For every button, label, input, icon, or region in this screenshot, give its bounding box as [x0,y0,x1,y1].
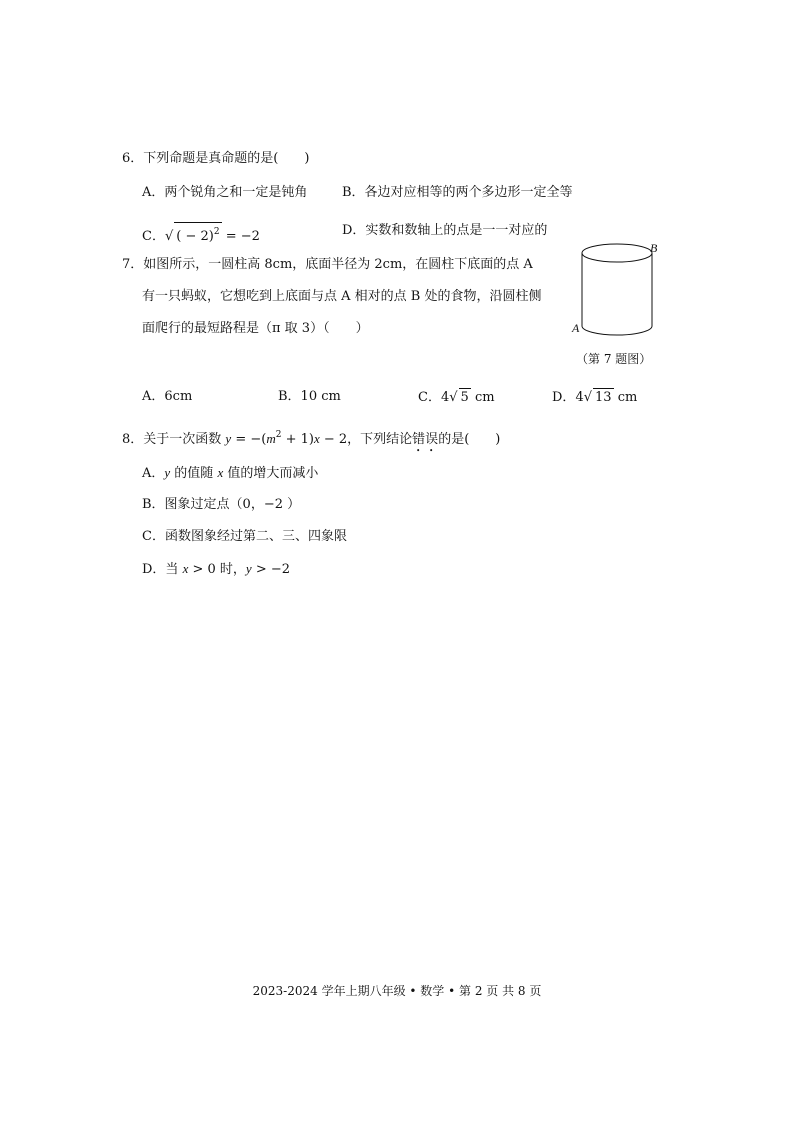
q8-option-a-prefix: A． [142,466,165,481]
q7-option-c [418,388,495,407]
q8-option-c: C．函数图象经过第二、三、四象限 [142,529,347,544]
q8-stem-emphasis: 错误 [412,432,439,447]
point-b-label: B [650,241,658,255]
q8-option-d-res: > −2 [251,562,291,577]
q8-formula-x: x [313,431,320,446]
q8-option-a-end: 值的增大而减小 [223,466,319,481]
sqrt-symbol: √ 5 [449,390,469,405]
q8-formula-exp: 2 [275,430,282,440]
sqrt-symbol: √ 13 [583,390,612,405]
q8-option-d [142,560,290,579]
q6-option-c-exponent: 2 [213,227,220,237]
q8-formula-end: − 2 [319,432,348,447]
q7-option-d [552,388,637,407]
q7-stem-line1: 7．如图所示，一圆柱高 8cm，底面半径为 2cm，在圆柱下底面的点 A [122,257,533,272]
q8-option-d-prefix: D．当 [142,562,183,577]
q7-option-c-prefix: C． [418,390,441,405]
q8-option-d-var-x: x [182,561,189,576]
q7-option-d-prefix: D． [552,390,576,405]
q8-formula-mid: + 1) [281,432,314,447]
page-footer: 2023-2024 学年上期八年级 • 数学 • 第 2 页 共 8 页 [252,984,542,998]
q7-option-c-unit: cm [470,390,495,405]
q7-option-c-radicand: 5 [460,390,469,405]
q7-option-d-radicand: 13 [595,390,612,405]
q7-option-d-coef: 4 [575,390,584,405]
q8-option-a-var-y: y [164,465,171,480]
q7-option-d-unit: cm [613,390,638,405]
q6-stem: 6．下列命题是真命题的是( ) [122,151,310,166]
q6-option-c-rhs: = −2 [221,229,260,244]
q8-option-a [142,464,318,483]
figure-caption: （第 7 题图） [576,352,652,366]
q8-option-d-var-y: y [245,561,252,576]
q7-option-b: B．10 cm [278,389,341,404]
q8-stem-mid: ，下列结论 [347,432,413,447]
point-a-label: A [572,321,580,335]
q8-formula-y: y [225,431,232,446]
q6-option-c-prefix: C． [142,229,165,244]
q6-option-a: A．两个锐角之和一定是钝角 [142,185,308,200]
q7-option-c-coef: 4 [440,390,450,405]
q8-formula-m: m [266,431,276,446]
q8-option-a-mid: 的值随 [170,466,218,481]
q6-option-b: B．各边对应相等的两个多边形一定全等 [342,185,573,200]
cylinder-figure [570,236,662,344]
q6-option-c [142,222,260,246]
q8-stem-pre: 8．关于一次函数 [122,432,226,447]
sqrt-symbol: √ ( − 2)$^2$ [165,222,222,246]
cylinder-bottom-arc [582,326,652,335]
q7-stem-line3: 面爬行的最短路程是（π 取 3）（ ） [142,321,369,336]
q8-formula-eq: = −( [231,432,267,447]
q7-stem-line2: 有一只蚂蚁，它想吃到上底面与点 A 相对的点 B 处的食物，沿圆柱侧 [142,289,542,304]
q8-option-d-cond: > 0 时， [188,562,246,577]
q6-option-c-radicand: ( − 2) [176,229,214,244]
q8-stem [122,426,500,455]
q8-stem-end: 的是( ) [438,432,501,447]
q8-option-a-var-x: x [217,465,224,480]
q6-option-d: D．实数和数轴上的点是一一对应的 [342,223,548,238]
q7-option-a: A．6cm [142,389,193,404]
cylinder-top-ellipse [582,244,652,262]
q8-option-b: B．图象过定点（0，−2 ） [142,497,301,512]
